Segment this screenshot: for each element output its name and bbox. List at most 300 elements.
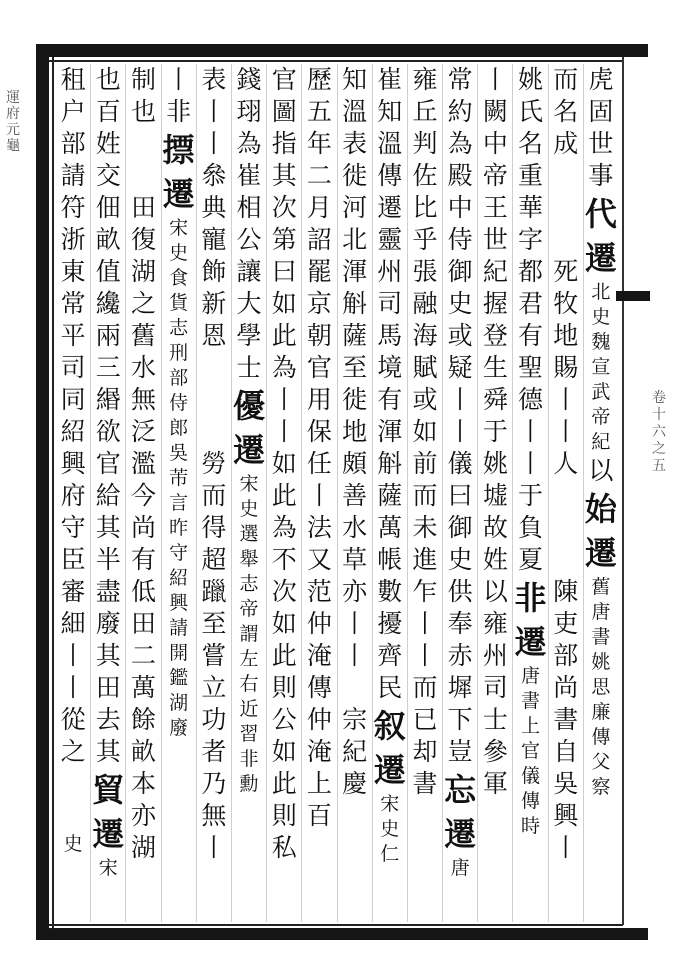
text-glyph: 自 [553, 737, 579, 766]
text-glyph: 丨 [201, 129, 227, 158]
text-glyph: 細 [60, 609, 86, 638]
annotation-glyph: 非 [239, 748, 259, 770]
text-glyph: 靈 [377, 225, 403, 254]
margin-right-char: 卷 [652, 390, 666, 406]
margin-left-char: 運 [6, 90, 20, 106]
heading-glyph: 遷 [233, 431, 266, 469]
text-glyph: 本 [130, 769, 156, 798]
text-glyph: 圖 [271, 97, 297, 126]
text-glyph: 如 [271, 609, 297, 638]
text-glyph: 丨 [201, 833, 227, 862]
text-glyph: 傳 [377, 161, 403, 190]
annotation-glyph: 帝 [591, 406, 611, 428]
text-glyph: 二 [306, 161, 332, 190]
text-glyph: 丨 [271, 385, 297, 414]
annotation-glyph: 廉 [591, 701, 611, 723]
text-glyph: 曰 [447, 481, 473, 510]
text-glyph: 水 [342, 513, 368, 542]
text-glyph: 固 [588, 97, 614, 126]
annotation-glyph: 湖 [169, 692, 189, 714]
margin-left-char: 府 [6, 106, 20, 122]
text-glyph: 遷 [377, 193, 403, 222]
text-glyph: 成 [553, 129, 579, 158]
text-glyph: 常 [447, 65, 473, 94]
text-glyph: 第 [271, 225, 297, 254]
text-glyph: 低 [130, 577, 156, 606]
text-glyph: 紹 [60, 417, 86, 446]
annotation-glyph: 宋 [380, 793, 400, 815]
annotation-glyph: 武 [591, 381, 611, 403]
text-glyph: 中 [482, 129, 508, 158]
text-glyph: 判 [412, 129, 438, 158]
text-glyph: 去 [95, 705, 121, 734]
text-glyph: 書 [412, 769, 438, 798]
text-glyph: 尚 [130, 513, 156, 542]
text-glyph: 此 [271, 481, 297, 510]
text-glyph [548, 224, 583, 256]
text-glyph: 丨 [60, 641, 86, 670]
text-glyph: 用 [306, 385, 332, 414]
text-glyph: 陳 [553, 577, 579, 606]
text-glyph: 朝 [306, 321, 332, 350]
text-glyph: 世 [482, 225, 508, 254]
annotation-glyph: 昨 [169, 517, 189, 539]
text-glyph: 得 [201, 513, 227, 542]
text-glyph: 為 [447, 129, 473, 158]
text-glyph: 帳 [377, 545, 403, 574]
text-glyph: 河 [342, 193, 368, 222]
text-glyph: 姚 [518, 65, 544, 94]
heading-glyph: 遷 [162, 175, 195, 213]
annotation-glyph: 唐 [591, 601, 611, 623]
text-glyph: 半 [95, 545, 121, 574]
text-glyph: 字 [518, 225, 544, 254]
text-column [583, 64, 618, 922]
text-glyph: 紀 [342, 737, 368, 766]
annotation-glyph: 志 [169, 317, 189, 339]
text-glyph: 雍 [482, 609, 508, 638]
text-glyph: 其 [271, 161, 297, 190]
text-glyph: 馬 [377, 321, 403, 350]
text-glyph: 户 [60, 97, 86, 126]
annotation-glyph: 紹 [169, 567, 189, 589]
text-glyph: 無 [201, 801, 227, 830]
text-glyph: 北 [342, 225, 368, 254]
text-glyph: 值 [95, 257, 121, 286]
text-glyph: 而 [412, 673, 438, 702]
text-glyph: 殿 [447, 161, 473, 190]
heading-glyph: 叙 [373, 707, 406, 745]
text-glyph: 上 [306, 769, 332, 798]
annotation-glyph: 部 [169, 367, 189, 389]
text-glyph: 墟 [482, 481, 508, 510]
text-columns [56, 64, 618, 922]
fish-tail-mark [616, 291, 650, 301]
heading-glyph: 始 [584, 490, 617, 528]
annotation-glyph: 史 [380, 818, 400, 840]
text-glyph: 以 [482, 577, 508, 606]
margin-left-title [6, 90, 20, 154]
text-glyph: 乃 [201, 769, 227, 798]
text-glyph: 非 [166, 97, 192, 126]
text-glyph: 中 [447, 193, 473, 222]
text-glyph: 又 [306, 545, 332, 574]
text-column [161, 64, 196, 922]
text-glyph: 保 [306, 417, 332, 446]
text-glyph: 曰 [271, 257, 297, 286]
text-glyph: 之 [130, 289, 156, 318]
heading-glyph: 貿 [92, 771, 125, 809]
margin-right-volume [652, 390, 666, 475]
annotation-glyph: 父 [591, 751, 611, 773]
text-glyph: 則 [271, 673, 297, 702]
text-glyph: 聖 [518, 353, 544, 382]
annotation-glyph: 選 [239, 523, 259, 545]
text-glyph: 田 [130, 193, 156, 222]
text-glyph: 濫 [130, 449, 156, 478]
text-glyph: 部 [553, 641, 579, 670]
text-glyph [56, 768, 90, 800]
annotation-glyph: 左 [239, 648, 259, 670]
heading-glyph: 代 [584, 195, 617, 233]
text-glyph: 大 [236, 289, 262, 318]
text-glyph: 都 [518, 257, 544, 286]
text-glyph: 泛 [130, 417, 156, 446]
text-glyph: 臣 [60, 545, 86, 574]
heading-glyph: 優 [233, 387, 266, 425]
annotation-glyph: 史 [169, 242, 189, 264]
text-glyph: 司 [60, 353, 86, 382]
text-glyph: 月 [306, 193, 332, 222]
text-glyph: 田 [130, 609, 156, 638]
text-glyph: 御 [447, 513, 473, 542]
text-glyph: 佃 [95, 193, 121, 222]
text-glyph: 丨 [482, 65, 508, 94]
margin-left-char: 龜 [6, 138, 20, 154]
text-glyph: 生 [482, 353, 508, 382]
text-glyph [548, 512, 583, 544]
annotation-glyph: 食 [169, 267, 189, 289]
text-glyph: 租 [60, 65, 86, 94]
text-glyph: 百 [95, 97, 121, 126]
text-glyph: 同 [60, 385, 86, 414]
annotation-glyph: 察 [591, 776, 611, 798]
text-glyph: 姓 [95, 129, 121, 158]
text-glyph: 畝 [130, 737, 156, 766]
text-glyph: 浙 [60, 225, 86, 254]
text-glyph: 吳 [553, 769, 579, 798]
annotation-glyph: 刑 [169, 342, 189, 364]
text-glyph: 次 [271, 193, 297, 222]
text-glyph: 飾 [201, 257, 227, 286]
text-glyph [125, 160, 160, 192]
text-glyph: 廢 [95, 609, 121, 638]
text-glyph: 興 [60, 449, 86, 478]
frame-inner-bottom-line [49, 924, 623, 926]
text-glyph: 名 [553, 97, 579, 126]
heading-glyph: 遷 [584, 534, 617, 572]
text-glyph: 官 [95, 449, 121, 478]
text-glyph: 善 [342, 481, 368, 510]
text-glyph: 東 [60, 257, 86, 286]
text-column [231, 64, 266, 922]
text-glyph: 民 [377, 673, 403, 702]
text-glyph: 丨 [412, 609, 438, 638]
text-glyph: 給 [95, 481, 121, 510]
text-glyph: 錢 [236, 65, 262, 94]
text-glyph: 府 [60, 481, 86, 510]
text-glyph: 兩 [95, 321, 121, 350]
text-glyph: 約 [447, 97, 473, 126]
text-glyph: 地 [553, 321, 579, 350]
text-glyph: 張 [412, 257, 438, 286]
text-glyph: 渾 [342, 257, 368, 286]
text-glyph: 虎 [588, 65, 614, 94]
text-glyph: 審 [60, 577, 86, 606]
text-glyph: 法 [306, 513, 332, 542]
text-glyph: 舊 [130, 321, 156, 350]
text-glyph: 盡 [95, 577, 121, 606]
text-glyph: 新 [201, 289, 227, 318]
text-glyph: 次 [271, 577, 297, 606]
text-glyph: 丨 [306, 481, 332, 510]
text-glyph: 知 [342, 65, 368, 94]
text-glyph: 相 [236, 193, 262, 222]
text-glyph: 融 [412, 289, 438, 318]
text-glyph: 司 [377, 289, 403, 318]
text-glyph: 部 [60, 129, 86, 158]
annotation-glyph: 思 [591, 676, 611, 698]
annotation-glyph: 舉 [239, 548, 259, 570]
frame-top-border [36, 44, 648, 57]
annotation-glyph: 史 [591, 306, 611, 328]
text-glyph: 交 [95, 161, 121, 190]
annotation-glyph: 帝 [239, 598, 259, 620]
text-glyph: 徙 [342, 161, 368, 190]
text-glyph: 躐 [201, 577, 227, 606]
text-glyph: 公 [271, 705, 297, 734]
heading-glyph: 忘 [444, 771, 477, 809]
text-glyph: 人 [553, 449, 579, 478]
text-glyph: 溫 [342, 97, 368, 126]
text-glyph: 疑 [447, 353, 473, 382]
text-glyph: 故 [482, 513, 508, 542]
text-glyph: 立 [201, 673, 227, 702]
text-glyph: 御 [447, 257, 473, 286]
text-glyph: 丘 [412, 97, 438, 126]
annotation-glyph: 唐 [521, 665, 541, 687]
text-glyph: 州 [482, 641, 508, 670]
text-glyph: 餘 [130, 705, 156, 734]
heading-glyph: 非 [514, 579, 547, 617]
text-glyph: 淹 [306, 737, 332, 766]
text-glyph: 牧 [553, 289, 579, 318]
annotation-glyph: 宣 [591, 356, 611, 378]
text-glyph: 史 [447, 289, 473, 318]
text-glyph: 下 [447, 705, 473, 734]
text-glyph: 于 [482, 417, 508, 446]
text-glyph: 海 [412, 321, 438, 350]
text-glyph: 王 [482, 193, 508, 222]
text-glyph: 罷 [306, 257, 332, 286]
heading-glyph: 遷 [92, 815, 125, 853]
text-glyph: 任 [306, 449, 332, 478]
annotation-glyph: 宋 [239, 473, 259, 495]
text-glyph: 請 [60, 161, 86, 190]
annotation-glyph: 勳 [239, 773, 259, 795]
text-glyph: 斛 [342, 289, 368, 318]
text-glyph: 守 [60, 513, 86, 542]
text-glyph: 負 [518, 513, 544, 542]
annotation-glyph: 志 [239, 573, 259, 595]
text-glyph: 數 [377, 577, 403, 606]
annotation-glyph: 書 [591, 626, 611, 648]
text-glyph: 超 [201, 545, 227, 574]
text-glyph: 墀 [447, 673, 473, 702]
annotation-glyph: 唐 [450, 857, 470, 879]
text-glyph [548, 480, 583, 512]
annotation-glyph: 書 [521, 690, 541, 712]
text-glyph: 常 [60, 289, 86, 318]
text-glyph: 姚 [482, 449, 508, 478]
text-glyph: 萬 [130, 673, 156, 702]
text-glyph: 比 [412, 193, 438, 222]
text-glyph: 至 [342, 353, 368, 382]
text-glyph: 勞 [201, 449, 227, 478]
text-glyph: 為 [271, 353, 297, 382]
text-glyph: 宗 [342, 705, 368, 734]
text-glyph: 不 [271, 545, 297, 574]
text-glyph: 丨 [342, 609, 368, 638]
annotation-glyph: 舊 [591, 576, 611, 598]
text-glyph: 丨 [342, 641, 368, 670]
text-glyph: 官 [271, 65, 297, 94]
text-glyph: 薩 [377, 481, 403, 510]
annotation-glyph: 宋 [98, 857, 118, 879]
text-glyph: 詔 [306, 225, 332, 254]
text-glyph: 學 [236, 321, 262, 350]
text-glyph: 紀 [482, 257, 508, 286]
text-glyph: 叅 [201, 161, 227, 190]
text-glyph: 事 [588, 161, 614, 190]
text-glyph: 已 [412, 705, 438, 734]
text-glyph: 其 [95, 513, 121, 542]
text-glyph: 興 [553, 801, 579, 830]
annotation-glyph: 仁 [380, 843, 400, 865]
text-glyph [548, 192, 583, 224]
heading-glyph: 遷 [373, 751, 406, 789]
text-glyph: 于 [518, 481, 544, 510]
text-glyph: 有 [130, 545, 156, 574]
text-glyph: 或 [412, 385, 438, 414]
text-glyph: 范 [306, 577, 332, 606]
annotation-glyph: 魏 [591, 331, 611, 353]
text-column [56, 64, 90, 922]
text-glyph: 頗 [342, 449, 368, 478]
text-glyph: 則 [271, 801, 297, 830]
text-glyph: 士 [236, 353, 262, 382]
annotation-glyph: 鑑 [169, 667, 189, 689]
text-glyph: 奉 [447, 609, 473, 638]
margin-right-char: 之 [652, 441, 666, 457]
text-glyph: 田 [95, 673, 121, 702]
text-glyph: 亦 [342, 577, 368, 606]
frame-right-line [622, 57, 624, 925]
text-glyph: 典 [201, 193, 227, 222]
annotation-glyph: 史 [239, 498, 259, 520]
text-glyph: 擾 [377, 609, 403, 638]
text-glyph: 德 [518, 385, 544, 414]
annotation-glyph: 傳 [521, 790, 541, 812]
text-glyph: 闕 [482, 97, 508, 126]
annotation-glyph: 儀 [521, 765, 541, 787]
text-glyph: 畝 [95, 225, 121, 254]
annotation-glyph: 時 [521, 815, 541, 837]
frame-left-border [36, 44, 49, 940]
text-column [90, 64, 125, 922]
text-glyph: 丨 [201, 97, 227, 126]
text-column [372, 64, 407, 922]
text-glyph: 今 [130, 481, 156, 510]
text-glyph: 此 [271, 769, 297, 798]
heading-glyph: 遷 [584, 239, 617, 277]
annotation-glyph: 吳 [169, 442, 189, 464]
text-glyph: 此 [271, 641, 297, 670]
text-glyph: 丨 [518, 417, 544, 446]
text-glyph: 如 [412, 417, 438, 446]
text-glyph: 賜 [553, 353, 579, 382]
text-column [407, 64, 442, 922]
text-glyph: 崔 [236, 161, 262, 190]
text-glyph: 至 [201, 609, 227, 638]
text-glyph: 百 [306, 801, 332, 830]
text-glyph: 地 [342, 417, 368, 446]
text-glyph: 而 [412, 481, 438, 510]
text-glyph: 帝 [482, 161, 508, 190]
text-glyph: 制 [130, 65, 156, 94]
text-glyph: 侍 [447, 225, 473, 254]
text-glyph: 其 [95, 641, 121, 670]
text-glyph: 死 [553, 257, 579, 286]
text-glyph: 纔 [95, 289, 121, 318]
text-glyph: 京 [306, 289, 332, 318]
text-glyph: 從 [60, 705, 86, 734]
text-glyph: 淹 [306, 641, 332, 670]
text-glyph: 湖 [130, 257, 156, 286]
text-glyph: 握 [482, 289, 508, 318]
annotation-glyph: 上 [521, 715, 541, 737]
text-glyph: 功 [201, 705, 227, 734]
text-glyph: 名 [518, 129, 544, 158]
text-glyph: 却 [412, 737, 438, 766]
text-glyph: 軍 [482, 769, 508, 798]
text-glyph: 也 [130, 97, 156, 126]
text-glyph: 者 [201, 737, 227, 766]
text-glyph: 欲 [95, 417, 121, 446]
text-glyph: 歷 [306, 65, 332, 94]
text-column [548, 64, 583, 922]
text-glyph: 草 [342, 545, 368, 574]
text-glyph: 崔 [377, 65, 403, 94]
text-glyph: 無 [130, 385, 156, 414]
text-glyph: 境 [377, 353, 403, 382]
text-glyph: 氏 [518, 97, 544, 126]
text-glyph: 乎 [412, 225, 438, 254]
text-glyph: 而 [553, 65, 579, 94]
text-glyph: 知 [377, 97, 403, 126]
margin-left-char: 元 [6, 122, 20, 138]
text-glyph: 三 [95, 353, 121, 382]
